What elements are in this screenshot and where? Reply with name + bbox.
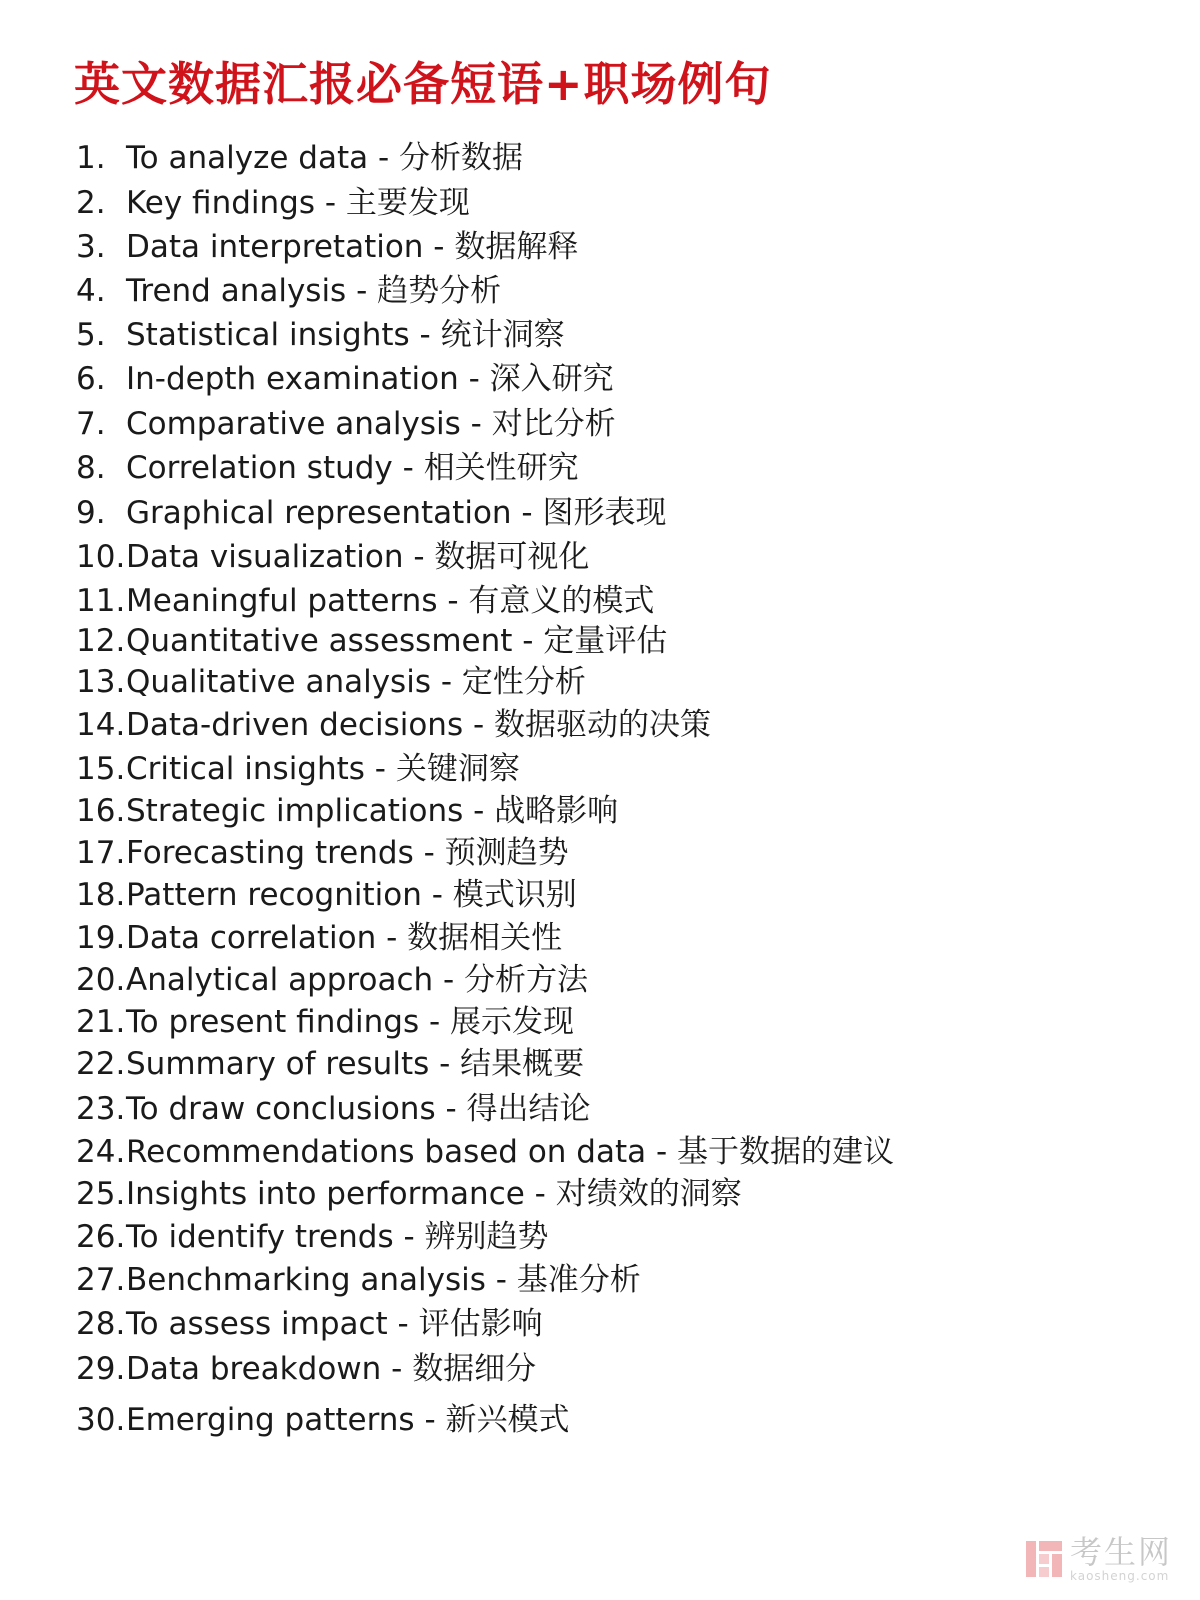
phrase-separator: -: [413, 835, 445, 871]
phrase-english: To analyze data: [126, 140, 369, 176]
watermark-domain: kaosheng.com: [1069, 1569, 1170, 1583]
phrase-chinese: 分析方法: [464, 962, 589, 998]
phrase-english: Key findings: [126, 185, 315, 221]
phrase-item: [76, 402, 616, 446]
phrase-separator: -: [423, 229, 455, 265]
phrase-chinese: 结果概要: [460, 1046, 585, 1082]
phrase-english: Trend analysis: [126, 273, 347, 309]
phrase-english: Emerging patterns: [126, 1402, 415, 1438]
phrase-separator: -: [414, 1402, 446, 1438]
phrase-english: Data breakdown: [126, 1351, 382, 1387]
phrase-separator: -: [376, 920, 408, 956]
phrase-number: 17.: [76, 835, 126, 871]
phrase-item: [76, 1258, 641, 1302]
phrase-chinese: 基于数据的建议: [677, 1134, 895, 1170]
page-title: 英文数据汇报必备短语+职场例句: [74, 57, 772, 111]
phrase-number: 29.: [76, 1351, 126, 1387]
phrase-separator: -: [512, 623, 544, 659]
phrase-chinese: 新兴模式: [445, 1402, 570, 1438]
phrase-number: 24.: [76, 1134, 126, 1170]
phrase-chinese: 主要发现: [345, 185, 470, 221]
phrase-item: [76, 1130, 894, 1174]
phrase-separator: -: [435, 1091, 467, 1127]
phrase-number: 9.: [76, 495, 106, 531]
phrase-item: [76, 619, 667, 663]
phrase-chinese: 趋势分析: [377, 273, 502, 309]
phrase-separator: -: [387, 1306, 419, 1342]
phrase-separator: -: [458, 361, 490, 397]
phrase-number: 8.: [76, 450, 106, 486]
phrase-item: [76, 269, 501, 313]
phrase-separator: -: [524, 1176, 556, 1212]
phrase-english: Data interpretation: [126, 229, 424, 265]
phrase-english: Benchmarking analysis: [126, 1262, 486, 1298]
phrase-chinese: 数据解释: [454, 229, 579, 265]
phrase-item: [76, 181, 470, 225]
phrase-number: 27.: [76, 1262, 126, 1298]
phrase-item: [76, 1087, 591, 1131]
phrase-item: [76, 747, 520, 791]
phrase-english: Insights into performance: [126, 1176, 525, 1212]
phrase-chinese: 对比分析: [491, 406, 616, 442]
phrase-english: Pattern recognition: [126, 877, 422, 913]
phrase-item: [76, 660, 586, 704]
phrase-english: Meaningful patterns: [126, 583, 438, 619]
phrase-item: [76, 1000, 574, 1044]
phrase-item: [76, 225, 578, 269]
phrase-separator: -: [393, 1219, 425, 1255]
phrase-item: [76, 1042, 584, 1086]
phrase-number: 1.: [76, 140, 106, 176]
phrase-separator: -: [429, 1046, 461, 1082]
phrase-english: To present findings: [126, 1004, 420, 1040]
phrase-number: 7.: [76, 406, 106, 442]
phrase-english: Statistical insights: [126, 317, 410, 353]
watermark: [1024, 1533, 1172, 1583]
phrase-item: [76, 1172, 742, 1216]
phrase-number: 10.: [76, 539, 126, 575]
phrase-english: Recommendations based on data: [126, 1134, 647, 1170]
phrase-item: [76, 357, 614, 401]
phrase-number: 25.: [76, 1176, 126, 1212]
phrase-chinese: 深入研究: [489, 361, 614, 397]
phrase-number: 2.: [76, 185, 106, 221]
phrase-separator: -: [364, 751, 396, 787]
phrase-chinese: 分析数据: [399, 140, 524, 176]
phrase-number: 20.: [76, 962, 126, 998]
phrase-number: 11.: [76, 583, 126, 619]
phrase-english: To draw conclusions: [126, 1091, 436, 1127]
phrase-chinese: 模式识别: [452, 877, 577, 913]
phrase-item: [76, 958, 588, 1002]
phrase-separator: -: [511, 495, 543, 531]
phrase-english: In-depth examination: [126, 361, 459, 397]
phrase-separator: -: [346, 273, 378, 309]
phrase-item: [76, 831, 569, 875]
phrase-separator: -: [403, 539, 435, 575]
phrase-chinese: 预测趋势: [444, 835, 569, 871]
phrase-separator: -: [646, 1134, 678, 1170]
phrase-chinese: 辨别趋势: [424, 1219, 549, 1255]
phrase-item: [76, 313, 565, 357]
phrase-separator: -: [463, 707, 495, 743]
phrase-separator: -: [485, 1262, 517, 1298]
phrase-english: Summary of results: [126, 1046, 430, 1082]
kaosheng-logo-icon: [1024, 1539, 1064, 1579]
phrase-number: 22.: [76, 1046, 126, 1082]
phrase-separator: -: [421, 877, 453, 913]
phrase-item: [76, 1398, 570, 1442]
phrase-number: 14.: [76, 707, 126, 743]
phrase-chinese: 评估影响: [418, 1306, 543, 1342]
phrase-separator: -: [433, 962, 465, 998]
phrase-number: 23.: [76, 1091, 126, 1127]
phrase-chinese: 数据相关性: [407, 920, 563, 956]
phrase-english: Analytical approach: [126, 962, 434, 998]
phrase-chinese: 数据可视化: [434, 539, 590, 575]
phrase-item: [76, 1215, 549, 1259]
phrase-separator: -: [381, 1351, 413, 1387]
phrase-item: [76, 703, 711, 747]
phrase-item: [76, 1302, 543, 1346]
phrase-item: [76, 579, 654, 623]
phrase-item: [76, 789, 618, 833]
phrase-separator: -: [437, 583, 469, 619]
phrase-item: [76, 446, 579, 490]
phrase-separator: -: [430, 664, 462, 700]
phrase-number: 28.: [76, 1306, 126, 1342]
phrase-separator: -: [392, 450, 424, 486]
phrase-english: To assess impact: [126, 1306, 388, 1342]
phrase-chinese: 对绩效的洞察: [555, 1176, 742, 1212]
phrase-separator: -: [315, 185, 346, 221]
phrase-separator: -: [419, 1004, 451, 1040]
phrase-number: 5.: [76, 317, 106, 353]
phrase-number: 3.: [76, 229, 106, 265]
phrase-english: Data visualization: [126, 539, 404, 575]
phrase-chinese: 数据细分: [412, 1351, 537, 1387]
phrase-english: Graphical representation: [126, 495, 512, 531]
phrase-number: 15.: [76, 751, 126, 787]
phrase-chinese: 相关性研究: [423, 450, 579, 486]
phrase-number: 6.: [76, 361, 106, 397]
phrase-number: 13.: [76, 664, 126, 700]
phrase-item: [76, 535, 589, 579]
phrase-number: 21.: [76, 1004, 126, 1040]
phrase-chinese: 统计洞察: [440, 317, 565, 353]
phrase-item: [76, 873, 577, 917]
phrase-separator: -: [368, 140, 400, 176]
phrase-number: 30.: [76, 1402, 126, 1438]
phrase-chinese: 关键洞察: [395, 751, 520, 787]
phrase-number: 4.: [76, 273, 106, 309]
phrase-chinese: 展示发现: [450, 1004, 575, 1040]
phrase-chinese: 数据驱动的决策: [494, 707, 712, 743]
phrase-number: 26.: [76, 1219, 126, 1255]
phrase-chinese: 战略影响: [494, 793, 619, 829]
phrase-english: Strategic implications: [126, 793, 464, 829]
phrase-separator: -: [463, 793, 495, 829]
phrase-chinese: 有意义的模式: [468, 583, 655, 619]
phrase-item: [76, 916, 562, 960]
phrase-english: Forecasting trends: [126, 835, 414, 871]
phrase-separator: -: [460, 406, 492, 442]
phrase-number: 19.: [76, 920, 126, 956]
phrase-english: Data-driven decisions: [126, 707, 464, 743]
phrase-english: Critical insights: [126, 751, 365, 787]
phrase-english: Comparative analysis: [126, 406, 461, 442]
phrase-item: [76, 491, 666, 535]
phrase-english: Qualitative analysis: [126, 664, 431, 700]
phrase-chinese: 定量评估: [543, 623, 668, 659]
phrase-chinese: 得出结论: [466, 1091, 591, 1127]
phrase-english: Data correlation: [126, 920, 377, 956]
phrase-item: [76, 1347, 536, 1391]
phrase-number: 18.: [76, 877, 126, 913]
phrase-item: [76, 136, 523, 180]
watermark-name: 考生网: [1069, 1533, 1172, 1571]
phrase-chinese: 基准分析: [516, 1262, 641, 1298]
phrase-number: 12.: [76, 623, 126, 659]
phrase-number: 16.: [76, 793, 126, 829]
phrase-english: To identify trends: [126, 1219, 394, 1255]
phrase-english: Quantitative assessment: [126, 623, 513, 659]
phrase-chinese: 图形表现: [542, 495, 667, 531]
phrase-english: Correlation study: [126, 450, 393, 486]
phrase-chinese: 定性分析: [461, 664, 586, 700]
phrase-separator: -: [409, 317, 441, 353]
